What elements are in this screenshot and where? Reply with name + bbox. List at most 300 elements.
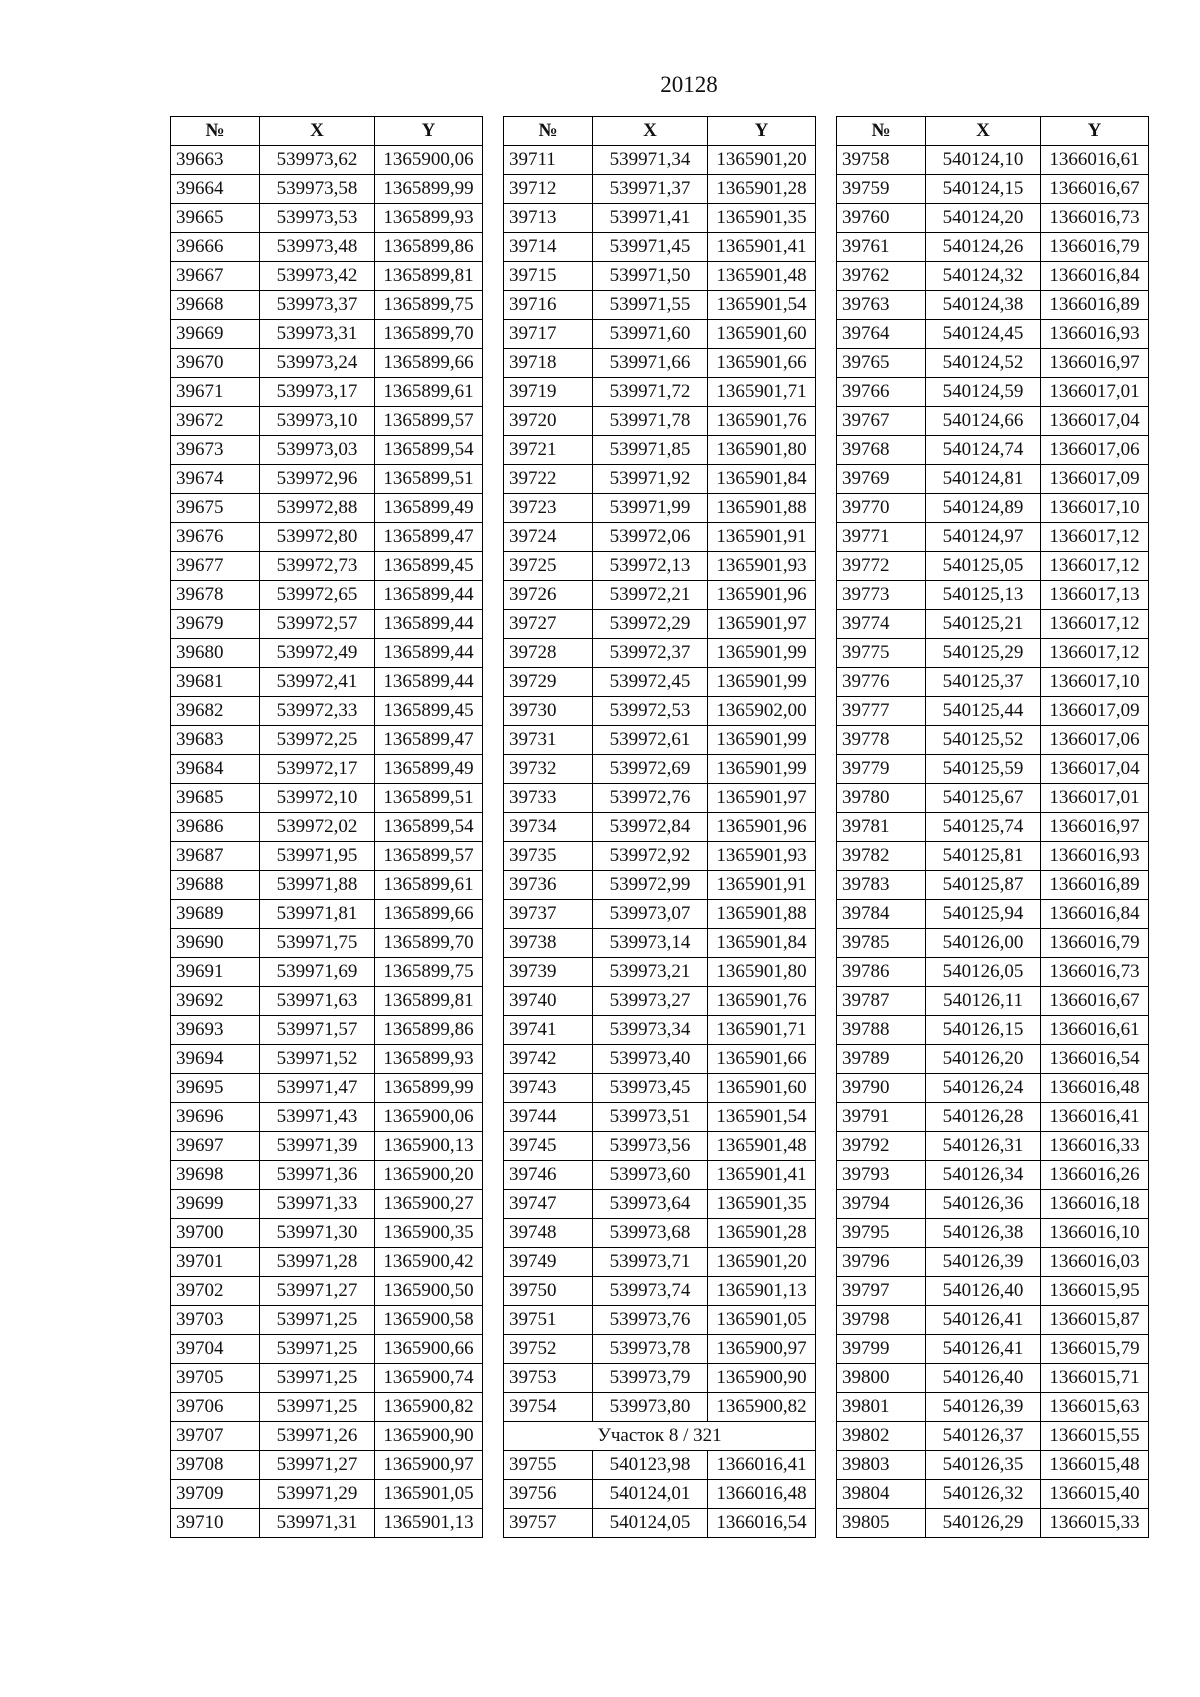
y-coordinate-cell: 1366016,93 — [1041, 842, 1149, 871]
table-row — [504, 175, 816, 204]
x-coordinate-cell: 539973,27 — [593, 987, 708, 1016]
table-row — [837, 1451, 1149, 1480]
y-coordinate-cell: 1365901,20 — [708, 1248, 816, 1277]
point-number-cell: 39767 — [837, 407, 926, 436]
table-row — [837, 1016, 1149, 1045]
y-coordinate-cell: 1365899,57 — [375, 407, 483, 436]
table-row — [171, 958, 483, 987]
point-number-cell: 39723 — [504, 494, 593, 523]
x-coordinate-cell: 539973,74 — [593, 1277, 708, 1306]
y-coordinate-cell: 1366016,67 — [1041, 987, 1149, 1016]
table-row — [504, 146, 816, 175]
y-coordinate-cell: 1365901,96 — [708, 813, 816, 842]
x-coordinate-cell: 539973,58 — [260, 175, 375, 204]
y-coordinate-cell: 1365899,54 — [375, 813, 483, 842]
table-row — [504, 958, 816, 987]
y-coordinate-cell: 1366017,12 — [1041, 523, 1149, 552]
x-coordinate-cell: 539971,43 — [260, 1103, 375, 1132]
point-number-cell: 39742 — [504, 1045, 593, 1074]
point-number-cell: 39748 — [504, 1219, 593, 1248]
table-row — [837, 1509, 1149, 1538]
table-row — [171, 726, 483, 755]
y-coordinate-cell: 1365899,81 — [375, 262, 483, 291]
x-coordinate-cell: 539972,10 — [260, 784, 375, 813]
table-row — [171, 871, 483, 900]
y-coordinate-cell: 1365901,41 — [708, 233, 816, 262]
table-row — [837, 1335, 1149, 1364]
point-number-cell: 39763 — [837, 291, 926, 320]
x-coordinate-cell: 540126,41 — [926, 1335, 1041, 1364]
y-coordinate-cell: 1366015,87 — [1041, 1306, 1149, 1335]
y-coordinate-cell: 1365900,97 — [708, 1335, 816, 1364]
y-coordinate-cell: 1366016,97 — [1041, 813, 1149, 842]
y-coordinate-cell: 1365901,60 — [708, 320, 816, 349]
table-row — [837, 436, 1149, 465]
y-coordinate-cell: 1365899,75 — [375, 291, 483, 320]
table-row — [504, 204, 816, 233]
y-coordinate-cell: 1366017,10 — [1041, 668, 1149, 697]
x-coordinate-cell: 540124,05 — [593, 1509, 708, 1538]
point-number-cell: 39729 — [504, 668, 593, 697]
x-coordinate-cell: 540125,29 — [926, 639, 1041, 668]
y-coordinate-cell: 1365901,91 — [708, 871, 816, 900]
table-row — [504, 1364, 816, 1393]
point-number-cell: 39706 — [171, 1393, 260, 1422]
y-coordinate-cell: 1366015,79 — [1041, 1335, 1149, 1364]
point-number-cell: 39666 — [171, 233, 260, 262]
y-coordinate-cell: 1365900,97 — [375, 1451, 483, 1480]
y-coordinate-cell: 1365900,90 — [708, 1364, 816, 1393]
point-number-cell: 39803 — [837, 1451, 926, 1480]
y-coordinate-cell: 1366015,95 — [1041, 1277, 1149, 1306]
y-coordinate-cell: 1366016,41 — [708, 1451, 816, 1480]
y-coordinate-cell: 1365899,61 — [375, 378, 483, 407]
table-row — [171, 436, 483, 465]
table-row — [171, 262, 483, 291]
table-row — [837, 929, 1149, 958]
point-number-cell: 39687 — [171, 842, 260, 871]
x-coordinate-cell: 539971,72 — [593, 378, 708, 407]
point-number-cell: 39667 — [171, 262, 260, 291]
table-row — [837, 900, 1149, 929]
point-number-cell: 39728 — [504, 639, 593, 668]
point-number-cell: 39804 — [837, 1480, 926, 1509]
y-coordinate-cell: 1365899,93 — [375, 1045, 483, 1074]
y-coordinate-cell: 1365900,06 — [375, 1103, 483, 1132]
point-number-cell: 39719 — [504, 378, 593, 407]
table-row — [504, 262, 816, 291]
point-number-cell: 39665 — [171, 204, 260, 233]
point-number-cell: 39753 — [504, 1364, 593, 1393]
table-row — [504, 349, 816, 378]
y-coordinate-cell: 1365901,88 — [708, 494, 816, 523]
y-coordinate-cell: 1365901,28 — [708, 1219, 816, 1248]
y-coordinate-cell: 1365901,48 — [708, 1132, 816, 1161]
point-number-cell: 39673 — [171, 436, 260, 465]
x-coordinate-cell: 540124,89 — [926, 494, 1041, 523]
table-row — [837, 697, 1149, 726]
y-coordinate-cell: 1365901,28 — [708, 175, 816, 204]
x-coordinate-cell: 539971,55 — [593, 291, 708, 320]
y-coordinate-cell: 1366016,61 — [1041, 1016, 1149, 1045]
x-coordinate-cell: 539972,29 — [593, 610, 708, 639]
point-number-cell: 39786 — [837, 958, 926, 987]
x-coordinate-cell: 539971,41 — [593, 204, 708, 233]
point-number-cell: 39755 — [504, 1451, 593, 1480]
point-number-cell: 39689 — [171, 900, 260, 929]
x-coordinate-cell: 539971,37 — [593, 175, 708, 204]
y-coordinate-cell: 1365899,61 — [375, 871, 483, 900]
y-coordinate-cell: 1365899,86 — [375, 1016, 483, 1045]
table-row — [837, 494, 1149, 523]
table-header-row — [837, 117, 1149, 146]
x-coordinate-cell: 539973,64 — [593, 1190, 708, 1219]
table-row — [504, 813, 816, 842]
point-number-cell: 39720 — [504, 407, 593, 436]
point-number-cell: 39694 — [171, 1045, 260, 1074]
table-row — [171, 552, 483, 581]
point-number-cell: 39739 — [504, 958, 593, 987]
point-number-cell: 39785 — [837, 929, 926, 958]
point-number-cell: 39703 — [171, 1306, 260, 1335]
x-coordinate-cell: 540125,67 — [926, 784, 1041, 813]
point-number-cell: 39678 — [171, 581, 260, 610]
point-number-cell: 39798 — [837, 1306, 926, 1335]
y-coordinate-cell: 1365901,41 — [708, 1161, 816, 1190]
y-coordinate-cell: 1366017,12 — [1041, 610, 1149, 639]
table-row — [171, 291, 483, 320]
x-coordinate-cell: 539973,76 — [593, 1306, 708, 1335]
x-coordinate-cell: 540124,38 — [926, 291, 1041, 320]
table-header-row — [171, 117, 483, 146]
table-row — [171, 320, 483, 349]
y-coordinate-cell: 1365899,99 — [375, 1074, 483, 1103]
x-coordinate-cell: 539972,88 — [260, 494, 375, 523]
table-row — [171, 639, 483, 668]
header-x: X — [260, 117, 375, 146]
y-coordinate-cell: 1365899,70 — [375, 320, 483, 349]
x-coordinate-cell: 540125,13 — [926, 581, 1041, 610]
x-coordinate-cell: 539972,84 — [593, 813, 708, 842]
table-row — [837, 1422, 1149, 1451]
x-coordinate-cell: 539971,29 — [260, 1480, 375, 1509]
x-coordinate-cell: 539971,45 — [593, 233, 708, 262]
y-coordinate-cell: 1366017,13 — [1041, 581, 1149, 610]
x-coordinate-cell: 540126,05 — [926, 958, 1041, 987]
y-coordinate-cell: 1365901,05 — [375, 1480, 483, 1509]
x-coordinate-cell: 540124,26 — [926, 233, 1041, 262]
table-row — [837, 1219, 1149, 1248]
y-coordinate-cell: 1366015,48 — [1041, 1451, 1149, 1480]
point-number-cell: 39782 — [837, 842, 926, 871]
x-coordinate-cell: 540125,37 — [926, 668, 1041, 697]
point-number-cell: 39760 — [837, 204, 926, 233]
point-number-cell: 39801 — [837, 1393, 926, 1422]
point-number-cell: 39699 — [171, 1190, 260, 1219]
y-coordinate-cell: 1365901,97 — [708, 784, 816, 813]
point-number-cell: 39664 — [171, 175, 260, 204]
y-coordinate-cell: 1365901,97 — [708, 610, 816, 639]
point-number-cell: 39721 — [504, 436, 593, 465]
point-number-cell: 39740 — [504, 987, 593, 1016]
point-number-cell: 39701 — [171, 1248, 260, 1277]
x-coordinate-cell: 539971,78 — [593, 407, 708, 436]
table-row — [171, 929, 483, 958]
y-coordinate-cell: 1365901,71 — [708, 1016, 816, 1045]
x-coordinate-cell: 539973,17 — [260, 378, 375, 407]
table-row — [171, 900, 483, 929]
y-coordinate-cell: 1365901,93 — [708, 842, 816, 871]
point-number-cell: 39784 — [837, 900, 926, 929]
table-row — [837, 1480, 1149, 1509]
x-coordinate-cell: 539973,80 — [593, 1393, 708, 1422]
point-number-cell: 39794 — [837, 1190, 926, 1219]
y-coordinate-cell: 1365901,99 — [708, 668, 816, 697]
table-row — [171, 465, 483, 494]
header-number: № — [171, 117, 260, 146]
x-coordinate-cell: 540126,11 — [926, 987, 1041, 1016]
x-coordinate-cell: 539973,56 — [593, 1132, 708, 1161]
table-row — [504, 755, 816, 784]
y-coordinate-cell: 1365900,66 — [375, 1335, 483, 1364]
point-number-cell: 39789 — [837, 1045, 926, 1074]
point-number-cell: 39722 — [504, 465, 593, 494]
table-row — [504, 1306, 816, 1335]
table-row — [171, 1480, 483, 1509]
table-row — [504, 784, 816, 813]
point-number-cell: 39791 — [837, 1103, 926, 1132]
x-coordinate-cell: 539973,34 — [593, 1016, 708, 1045]
point-number-cell: 39758 — [837, 146, 926, 175]
point-number-cell: 39710 — [171, 1509, 260, 1538]
y-coordinate-cell: 1365901,66 — [708, 349, 816, 378]
table-row — [171, 175, 483, 204]
y-coordinate-cell: 1366017,01 — [1041, 784, 1149, 813]
x-coordinate-cell: 540126,32 — [926, 1480, 1041, 1509]
x-coordinate-cell: 539971,99 — [593, 494, 708, 523]
point-number-cell: 39737 — [504, 900, 593, 929]
table-row — [837, 1132, 1149, 1161]
y-coordinate-cell: 1365901,13 — [375, 1509, 483, 1538]
table-row — [171, 407, 483, 436]
x-coordinate-cell: 539971,31 — [260, 1509, 375, 1538]
section-row — [504, 1422, 816, 1451]
y-coordinate-cell: 1365899,45 — [375, 552, 483, 581]
x-coordinate-cell: 539972,99 — [593, 871, 708, 900]
table-row — [837, 1074, 1149, 1103]
point-number-cell: 39712 — [504, 175, 593, 204]
y-coordinate-cell: 1365901,54 — [708, 1103, 816, 1132]
point-number-cell: 39743 — [504, 1074, 593, 1103]
table-row — [504, 523, 816, 552]
y-coordinate-cell: 1365901,05 — [708, 1306, 816, 1335]
y-coordinate-cell: 1366016,67 — [1041, 175, 1149, 204]
table-row — [837, 146, 1149, 175]
x-coordinate-cell: 539971,69 — [260, 958, 375, 987]
x-coordinate-cell: 540126,24 — [926, 1074, 1041, 1103]
x-coordinate-cell: 539971,95 — [260, 842, 375, 871]
x-coordinate-cell: 540125,21 — [926, 610, 1041, 639]
table-row — [171, 146, 483, 175]
table-row — [837, 581, 1149, 610]
x-coordinate-cell: 539973,42 — [260, 262, 375, 291]
table-row — [837, 407, 1149, 436]
x-coordinate-cell: 539972,65 — [260, 581, 375, 610]
point-number-cell: 39677 — [171, 552, 260, 581]
header-number: № — [504, 117, 593, 146]
table-row — [171, 1045, 483, 1074]
y-coordinate-cell: 1365901,76 — [708, 407, 816, 436]
point-number-cell: 39693 — [171, 1016, 260, 1045]
x-coordinate-cell: 539972,21 — [593, 581, 708, 610]
x-coordinate-cell: 540124,74 — [926, 436, 1041, 465]
table-row — [171, 494, 483, 523]
y-coordinate-cell: 1366017,06 — [1041, 726, 1149, 755]
x-coordinate-cell: 539972,45 — [593, 668, 708, 697]
table-row — [837, 784, 1149, 813]
y-coordinate-cell: 1365901,13 — [708, 1277, 816, 1306]
point-number-cell: 39775 — [837, 639, 926, 668]
table-row — [837, 842, 1149, 871]
x-coordinate-cell: 540126,00 — [926, 929, 1041, 958]
x-coordinate-cell: 540123,98 — [593, 1451, 708, 1480]
table-row — [171, 1190, 483, 1219]
table-row — [171, 987, 483, 1016]
y-coordinate-cell: 1366016,33 — [1041, 1132, 1149, 1161]
table-row — [837, 1103, 1149, 1132]
point-number-cell: 39774 — [837, 610, 926, 639]
x-coordinate-cell: 539972,49 — [260, 639, 375, 668]
point-number-cell: 39796 — [837, 1248, 926, 1277]
y-coordinate-cell: 1365899,49 — [375, 755, 483, 784]
point-number-cell: 39725 — [504, 552, 593, 581]
x-coordinate-cell: 540124,66 — [926, 407, 1041, 436]
point-number-cell: 39747 — [504, 1190, 593, 1219]
point-number-cell: 39797 — [837, 1277, 926, 1306]
point-number-cell: 39802 — [837, 1422, 926, 1451]
point-number-cell: 39681 — [171, 668, 260, 697]
y-coordinate-cell: 1366015,55 — [1041, 1422, 1149, 1451]
point-number-cell: 39779 — [837, 755, 926, 784]
point-number-cell: 39781 — [837, 813, 926, 842]
point-number-cell: 39727 — [504, 610, 593, 639]
table-row — [171, 1451, 483, 1480]
point-number-cell: 39756 — [504, 1480, 593, 1509]
point-number-cell: 39746 — [504, 1161, 593, 1190]
point-number-cell: 39680 — [171, 639, 260, 668]
table-row — [504, 581, 816, 610]
y-coordinate-cell: 1365901,84 — [708, 465, 816, 494]
point-number-cell: 39777 — [837, 697, 926, 726]
point-number-cell: 39733 — [504, 784, 593, 813]
x-coordinate-cell: 539973,40 — [593, 1045, 708, 1074]
y-coordinate-cell: 1365900,82 — [708, 1393, 816, 1422]
point-number-cell: 39790 — [837, 1074, 926, 1103]
y-coordinate-cell: 1366017,12 — [1041, 639, 1149, 668]
point-number-cell: 39670 — [171, 349, 260, 378]
coordinates-table-2 — [503, 116, 816, 1538]
table-row — [171, 842, 483, 871]
y-coordinate-cell: 1365900,90 — [375, 1422, 483, 1451]
table-row — [504, 697, 816, 726]
table-row — [504, 436, 816, 465]
x-coordinate-cell: 540124,15 — [926, 175, 1041, 204]
x-coordinate-cell: 539972,92 — [593, 842, 708, 871]
table-row — [504, 1451, 816, 1480]
y-coordinate-cell: 1366017,09 — [1041, 465, 1149, 494]
table-row — [504, 1190, 816, 1219]
y-coordinate-cell: 1366016,48 — [708, 1480, 816, 1509]
point-number-cell: 39724 — [504, 523, 593, 552]
y-coordinate-cell: 1365899,45 — [375, 697, 483, 726]
table-row — [837, 1045, 1149, 1074]
table-row — [837, 291, 1149, 320]
x-coordinate-cell: 540125,59 — [926, 755, 1041, 784]
y-coordinate-cell: 1366015,71 — [1041, 1364, 1149, 1393]
y-coordinate-cell: 1365901,80 — [708, 436, 816, 465]
x-coordinate-cell: 539973,79 — [593, 1364, 708, 1393]
point-number-cell: 39690 — [171, 929, 260, 958]
point-number-cell: 39735 — [504, 842, 593, 871]
point-number-cell: 39780 — [837, 784, 926, 813]
point-number-cell: 39711 — [504, 146, 593, 175]
y-coordinate-cell: 1365901,88 — [708, 900, 816, 929]
point-number-cell: 39770 — [837, 494, 926, 523]
y-coordinate-cell: 1366016,97 — [1041, 349, 1149, 378]
y-coordinate-cell: 1365901,93 — [708, 552, 816, 581]
x-coordinate-cell: 539973,07 — [593, 900, 708, 929]
x-coordinate-cell: 539971,27 — [260, 1451, 375, 1480]
y-coordinate-cell: 1366016,84 — [1041, 262, 1149, 291]
x-coordinate-cell: 540124,10 — [926, 146, 1041, 175]
table-row — [837, 523, 1149, 552]
point-number-cell: 39726 — [504, 581, 593, 610]
y-coordinate-cell: 1366016,03 — [1041, 1248, 1149, 1277]
header-y: Y — [708, 117, 816, 146]
point-number-cell: 39751 — [504, 1306, 593, 1335]
point-number-cell: 39773 — [837, 581, 926, 610]
y-coordinate-cell: 1366016,26 — [1041, 1161, 1149, 1190]
point-number-cell: 39709 — [171, 1480, 260, 1509]
point-number-cell: 39674 — [171, 465, 260, 494]
x-coordinate-cell: 539973,53 — [260, 204, 375, 233]
y-coordinate-cell: 1366016,93 — [1041, 320, 1149, 349]
y-coordinate-cell: 1365899,70 — [375, 929, 483, 958]
table-row — [504, 494, 816, 523]
point-number-cell: 39683 — [171, 726, 260, 755]
table-row — [171, 784, 483, 813]
table-row — [837, 349, 1149, 378]
point-number-cell: 39708 — [171, 1451, 260, 1480]
point-number-cell: 39736 — [504, 871, 593, 900]
x-coordinate-cell: 540124,59 — [926, 378, 1041, 407]
coordinates-table-1 — [170, 116, 483, 1538]
point-number-cell: 39772 — [837, 552, 926, 581]
table-row — [171, 1277, 483, 1306]
point-number-cell: 39776 — [837, 668, 926, 697]
table-row — [837, 233, 1149, 262]
x-coordinate-cell: 539972,13 — [593, 552, 708, 581]
y-coordinate-cell: 1365899,44 — [375, 581, 483, 610]
point-number-cell: 39741 — [504, 1016, 593, 1045]
point-number-cell: 39799 — [837, 1335, 926, 1364]
x-coordinate-cell: 539972,96 — [260, 465, 375, 494]
y-coordinate-cell: 1365900,50 — [375, 1277, 483, 1306]
x-coordinate-cell: 539971,39 — [260, 1132, 375, 1161]
x-coordinate-cell: 539972,53 — [593, 697, 708, 726]
y-coordinate-cell: 1365900,35 — [375, 1219, 483, 1248]
point-number-cell: 39787 — [837, 987, 926, 1016]
